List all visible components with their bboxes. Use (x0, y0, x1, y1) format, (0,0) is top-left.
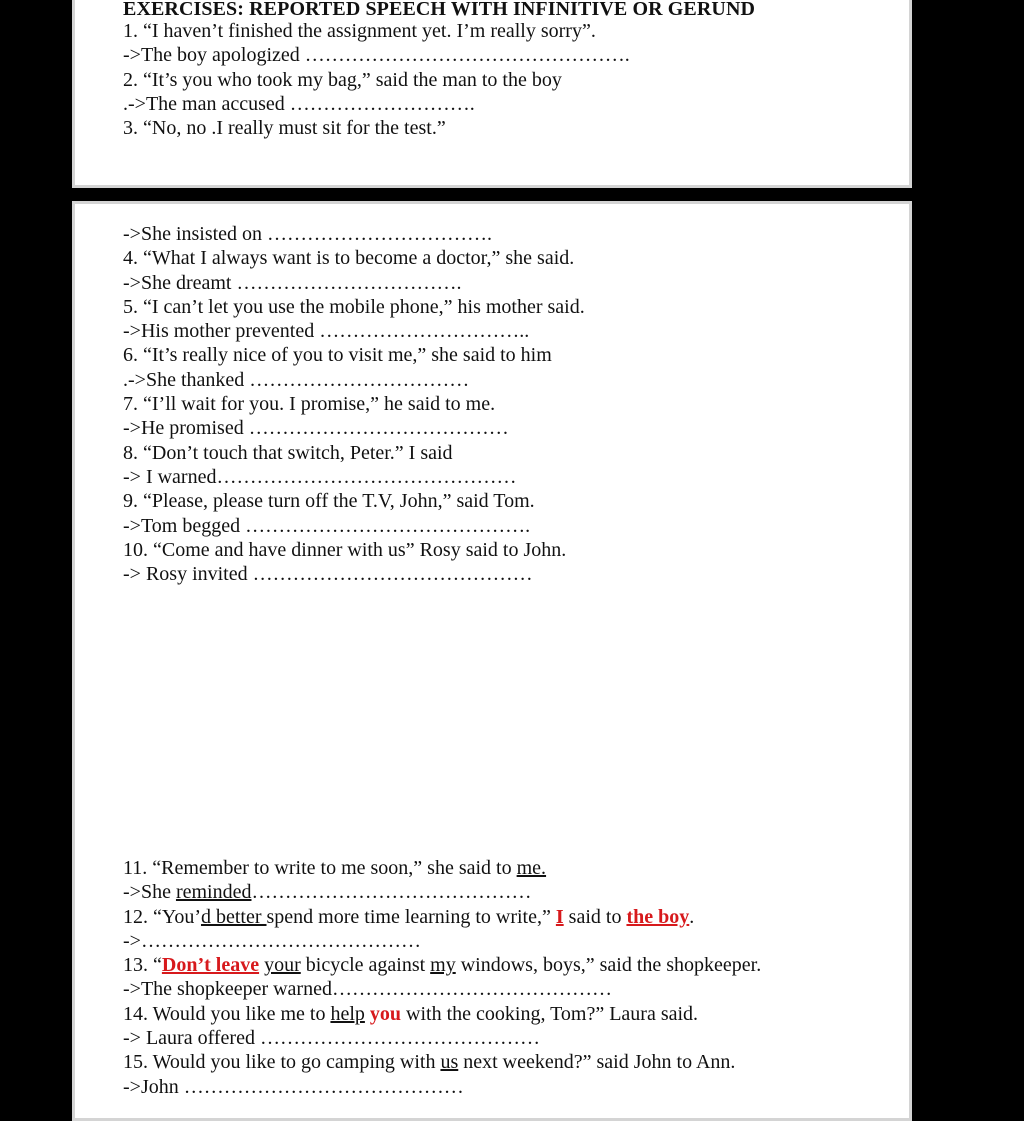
text-line: 3. “No, no .I really must sit for the test.” (123, 117, 446, 140)
exercise-14-question: 14. Would you like me to help you with the cooking, Tom?” Laura said. (123, 1002, 699, 1025)
exercise-15-answer: ->John …………………………………… (123, 1075, 464, 1098)
text-line: .->She thanked …………………………… (123, 368, 470, 391)
text-line: ->He promised ………………………………… (123, 417, 509, 440)
exercise-13-question: 13. “Don’t leave your bicycle against my windows, boys,” said the shopkeeper. (123, 954, 762, 977)
text-line: 10. “Come and have dinner with us” Rosy said to John. (123, 538, 567, 561)
text-line: ->Tom begged ……………………………………. (123, 514, 531, 537)
text-line: .->The man accused ………………………. (123, 92, 475, 115)
text-line: 1. “I haven’t finished the assignment yet. I’m really sorry”. (123, 20, 596, 42)
page-2-content-bottom (123, 856, 889, 1099)
exercise-12-answer: ->…………………………………… (123, 929, 421, 952)
text-line: 4. “What I always want is to become a doctor,” she said. (123, 247, 575, 270)
text-line: ->His mother prevented ………………………….. (123, 320, 530, 343)
text-line: ->The boy apologized …………………………………………. (123, 44, 630, 67)
text-line: -> I warned……………………………………… (123, 465, 517, 488)
exercise-11-question: 11. “Remember to write to me soon,” she said to me. (123, 857, 547, 879)
text-line: ->She dreamt ……………………………. (123, 271, 462, 294)
text-line: -> Rosy invited …………………………………… (123, 563, 533, 586)
text-line: ->She insisted on ……………………………. (123, 223, 493, 245)
text-line: 2. “It’s you who took my bag,” said the man to the boy (123, 68, 562, 91)
exercise-13-answer: ->The shopkeeper warned…………………………………… (123, 978, 612, 1001)
exercise-15-question: 15. Would you like to go camping with us next weekend?” said John to Ann. (123, 1051, 736, 1074)
text-line: 6. “It’s really nice of you to visit me,” she said to him (123, 344, 552, 367)
document-page-1 (72, 0, 912, 188)
document-page-2 (72, 201, 912, 1121)
page-1-content (123, 0, 889, 140)
page-2-content-top (123, 222, 889, 586)
text-line: 7. “I’ll wait for you. I promise,” he said to me. (123, 393, 496, 416)
text-line: 5. “I can’t let you use the mobile phone,” his mother said. (123, 295, 585, 318)
exercise-12-question: 12. “You’d better spend more time learning to write,” I said to the boy. (123, 905, 695, 928)
exercise-11-answer: ->She reminded…………………………………… (123, 881, 532, 904)
text-line: 9. “Please, please turn off the T.V, John,” said Tom. (123, 490, 535, 513)
exercise-title: EXERCISES: REPORTED SPEECH WITH INFINITIVE OR GERUND (123, 0, 756, 20)
text-line: 8. “Don’t touch that switch, Peter.” I said (123, 441, 453, 464)
exercise-14-answer: -> Laura offered …………………………………… (123, 1027, 540, 1050)
